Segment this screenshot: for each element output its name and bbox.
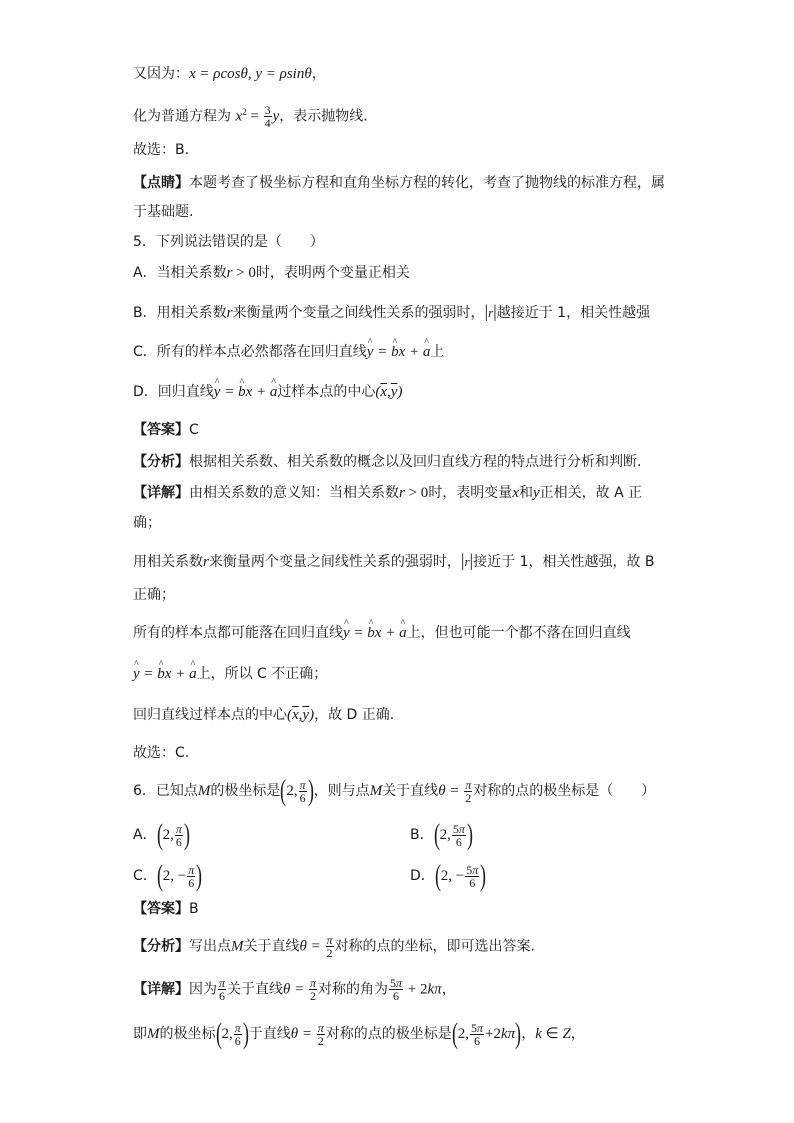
paren: (	[156, 859, 163, 892]
equation-x2: x	[235, 108, 243, 125]
fraction: $\frac{5\pi}{6}$	[452, 821, 465, 849]
point-m: M	[147, 1026, 160, 1042]
text: A．	[133, 827, 157, 843]
q5-option-a	[133, 263, 410, 283]
math: 2,	[162, 827, 174, 843]
math: θ =	[283, 981, 309, 998]
q5-detail-3	[133, 623, 631, 643]
text: 即	[133, 1026, 147, 1042]
math: > 0	[404, 485, 429, 501]
point-m: M	[231, 938, 244, 955]
fraction-5pi-6: $\frac{5\pi}{6}$	[471, 1020, 484, 1048]
line-because	[133, 64, 326, 84]
fraction-pi-2: $\frac{\pi}{2}$	[326, 933, 333, 960]
detail-tag: 【详解】	[133, 981, 189, 998]
paren: )	[183, 818, 190, 851]
text: 6．已知点	[133, 783, 198, 799]
text: 来衡量两个变量之间线性关系的强弱时，	[232, 305, 485, 321]
text: 时，表明两个变量正相关	[255, 265, 410, 281]
text: B．用相关系数	[133, 305, 227, 321]
equals: =	[246, 108, 263, 125]
text: 关于直线	[243, 938, 300, 955]
text: D．	[410, 868, 435, 884]
text: ，则与点	[313, 783, 370, 799]
fraction: $\frac{5\pi}{6}$	[466, 862, 479, 890]
text: 来衡量两个变量之间线性关系的强弱时，	[208, 554, 461, 570]
text: 化为普通方程为	[133, 108, 231, 125]
paren: (	[280, 774, 287, 807]
sample-center: $(\overline{x},\overline{y})$	[287, 707, 315, 723]
q6-option-d	[410, 859, 487, 892]
fraction-pi-6: $\frac{\pi}{6}$	[219, 976, 226, 1003]
text: 对称的角为	[318, 981, 389, 998]
paren: (	[433, 818, 440, 851]
text: ，	[570, 1026, 585, 1042]
text: 回归直线过样本点的中心	[133, 707, 287, 723]
math-r: r	[226, 305, 233, 321]
math-r-gt-0: r	[226, 265, 233, 281]
exponent: 2	[242, 107, 247, 117]
q6-stem	[133, 774, 656, 807]
answer-tag: 【答案】	[133, 422, 189, 438]
math: ∈	[541, 1026, 563, 1042]
math: > 0	[232, 265, 256, 281]
fraction-pi-2: $\frac{\pi}{2}$	[465, 777, 472, 805]
comment-tag: 【点睛】	[133, 175, 189, 191]
text: ，	[311, 66, 326, 82]
math: 2,	[457, 1026, 470, 1042]
text: D．回归直线	[133, 384, 214, 400]
q5-detail-4	[133, 664, 327, 684]
text: 因为	[189, 981, 217, 998]
analysis-text: 根据相关系数、相关系数的概念以及回归直线方程的特点进行分析和判断.	[189, 454, 642, 470]
q6-detail-1	[133, 976, 456, 1003]
analysis-tag: 【分析】	[133, 454, 189, 470]
text: 对称的点的坐标，即可选出答案.	[334, 938, 535, 955]
q5-analysis	[133, 452, 641, 472]
fraction-pi-2: $\frac{\pi}{2}$	[317, 1020, 324, 1048]
answer-tag: 【答案】	[133, 901, 189, 917]
math-x: x	[512, 485, 519, 501]
comment-text: 本题考查了极坐标方程和直角坐标方程的转化，考查了抛物线的标准方程，属	[189, 175, 665, 191]
math: + 2kπ	[404, 981, 442, 998]
abs-r: |r|	[484, 301, 497, 321]
q6-answer	[133, 899, 199, 919]
text: 接近于 1，相关性越强，故 B	[473, 554, 655, 570]
text: 于直线	[248, 1026, 291, 1042]
text: 上，但也可能一个都不落在回归直线	[406, 625, 631, 641]
q5-stem: 5．下列说法错误的是（ ）	[133, 234, 324, 250]
paren: )	[480, 859, 487, 892]
fraction-3-4: $\frac{3}{4}$	[264, 103, 271, 131]
text: 关于直线	[382, 783, 439, 799]
text: B．	[410, 827, 434, 843]
paren: (	[156, 818, 163, 851]
text: 上，所以 C 不正确；	[196, 666, 328, 682]
choose-b: 故选：B.	[133, 142, 190, 158]
analysis-tag: 【分析】	[133, 938, 189, 955]
regression-equation: ^ y = ^ bx + ^ a	[214, 384, 278, 400]
q5-choose: 故选：C.	[133, 745, 190, 761]
answer-value: B	[189, 901, 199, 917]
k-in-z: k	[535, 1026, 542, 1042]
regression-equation: ^ y = ^ bx + ^ a	[343, 625, 407, 641]
polar-conversion-formula: x = ρcosθ, y = ρsinθ	[189, 66, 312, 82]
paren: (	[451, 1017, 458, 1050]
variable-y: y	[272, 108, 280, 125]
line-ordinary-equation	[133, 102, 368, 131]
math: 2,	[221, 1026, 233, 1042]
fraction-5pi-6: $\frac{5\pi}{6}$	[390, 976, 403, 1003]
math: 2, −	[162, 868, 187, 884]
fraction-pi-2: $\frac{\pi}{2}$	[310, 976, 317, 1003]
text: ，故 D 正确.	[314, 707, 395, 723]
math: θ =	[438, 783, 464, 799]
paren: (	[215, 1017, 222, 1050]
text: C．	[133, 868, 157, 884]
regression-equation: ^ y = ^ bx + ^ a	[367, 344, 431, 360]
text: 又因为：	[133, 66, 189, 82]
q6-detail-2	[133, 1017, 585, 1050]
q5-detail-5	[133, 705, 394, 725]
comment-line	[133, 173, 665, 193]
text: ，表示抛物线.	[279, 108, 368, 125]
fraction-pi-6: $\frac{\pi}{6}$	[299, 777, 306, 805]
text: 对称的点的极坐标是（ ）	[473, 783, 656, 799]
sample-center: $(\overline{x},\overline{y})$	[375, 384, 403, 400]
detail-tag: 【详解】	[133, 485, 189, 501]
text: 所有的样本点都可能落在回归直线	[133, 625, 343, 641]
text: ，	[441, 981, 456, 998]
q6-option-a	[133, 818, 190, 851]
set-z: Z	[562, 1026, 571, 1042]
regression-equation: ^ y = ^ bx + ^ a	[133, 666, 197, 682]
text: 和	[518, 485, 533, 501]
fraction: $\frac{\pi}{6}$	[188, 862, 195, 890]
math: 2,	[439, 827, 451, 843]
q6-analysis	[133, 933, 535, 960]
math: 2, −	[440, 868, 465, 884]
paren: )	[242, 1017, 249, 1050]
text: 对称的点的极坐标是	[325, 1026, 452, 1042]
q5-option-d	[133, 382, 402, 402]
q5-detail-1	[133, 483, 642, 503]
text: 用相关系数	[133, 554, 203, 570]
text: C．所有的样本点必然都落在回归直线	[133, 344, 367, 360]
comment-line-2: 于基础题.	[133, 204, 194, 220]
text: 正相关，故 A 正	[539, 485, 643, 501]
q6-option-b	[410, 818, 473, 851]
q5-answer	[133, 420, 199, 440]
fraction-pi-6: $\frac{\pi}{6}$	[234, 1020, 241, 1048]
text: 关于直线	[227, 981, 284, 998]
text: ，	[521, 1026, 536, 1042]
paren: )	[466, 818, 473, 851]
text: 越接近于 1，相关性越强	[496, 305, 651, 321]
math-y: y	[532, 485, 540, 501]
text: 的极坐标是	[210, 783, 281, 799]
q5-detail-2	[133, 550, 655, 570]
paren: )	[196, 859, 203, 892]
q5-option-b	[133, 301, 650, 321]
text: 写出点	[189, 938, 231, 955]
q6-option-c	[133, 859, 203, 892]
answer-value: C	[189, 422, 199, 438]
paren: (	[434, 859, 441, 892]
text: A．当相关系数	[133, 265, 227, 281]
q5-detail-2b: 正确；	[133, 587, 175, 603]
text: 时，表明变量	[428, 485, 513, 501]
math: r	[399, 485, 405, 501]
math-r: r	[203, 554, 209, 570]
q5-detail-1b: 确；	[133, 515, 161, 531]
text: 由相关系数的意义知：当相关系数	[189, 485, 399, 501]
point-m: M	[369, 783, 383, 799]
math: +2kπ	[485, 1026, 516, 1042]
paren: )	[307, 774, 314, 807]
abs-r: |r|	[460, 550, 474, 570]
fraction: $\frac{\pi}{6}$	[175, 821, 182, 849]
paren: )	[515, 1017, 522, 1050]
math: 2,	[286, 783, 298, 799]
point-m: M	[197, 783, 211, 799]
math: θ =	[299, 938, 325, 955]
q5-option-c	[133, 342, 444, 362]
math: θ =	[290, 1026, 316, 1042]
text: 的极坐标	[159, 1026, 216, 1042]
text: 上	[430, 344, 445, 360]
text: 过样本点的中心	[277, 384, 376, 400]
